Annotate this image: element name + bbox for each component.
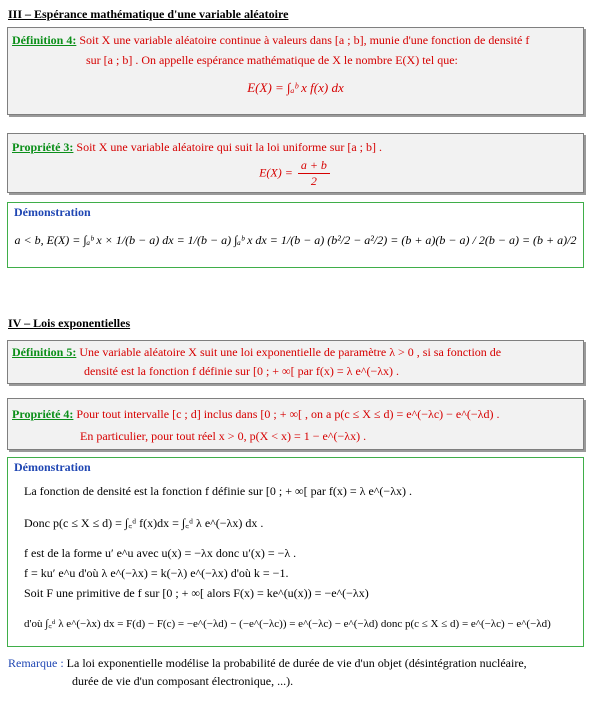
propriete-4-text2: En particulier, pour tout réel x > 0, p(X < x) = 1 − e^(−λx) . xyxy=(80,429,367,443)
propriete-3-formula-lhs: E(X) = xyxy=(259,165,293,180)
propriete-4-box xyxy=(7,398,584,450)
section-title-esperance: III – Espérance mathématique d'une variable aléatoire xyxy=(8,7,289,21)
propriete-3-label: Propriété 3: xyxy=(12,140,74,154)
demonstration-1-label: Démonstration xyxy=(14,205,91,219)
propriete-3-denominator: 2 xyxy=(310,174,317,188)
propriete-3-fraction xyxy=(298,158,330,189)
definition-4-label: Définition 4: xyxy=(12,33,77,47)
demonstration-2-box xyxy=(7,457,584,647)
definition-5-text1: Une variable aléatoire X suit une loi exponentielle de paramètre λ > 0 , si sa fonction de xyxy=(76,345,502,359)
demonstration-1-formula: a < b, E(X) = ∫ₐᵇ x × 1/(b − a) dx = 1/(b − a) ∫ₐᵇ x dx = 1/(b − a) (b²/2 − a²/2) = (b + a)(b − a) / 2(b − a) = (b + a)/2 xyxy=(14,233,577,247)
propriete-4-label: Propriété 4: xyxy=(12,407,74,421)
remark-line1 xyxy=(8,656,527,671)
definition-4-formula: E(X) = ∫ₐᵇ x f(x) dx xyxy=(247,80,344,95)
demonstration-2-line3: f est de la forme u′ e^u avec u(x) = −λx donc u′(x) = −λ . xyxy=(24,546,297,560)
demonstration-2-line5: Soit F une primitive de f sur [0 ; + ∞[ alors F(x) = ke^(u(x)) = −e^(−λx) xyxy=(24,586,369,600)
definition-5-box xyxy=(7,340,584,384)
propriete-3-formula xyxy=(8,158,583,189)
definition-5-line1 xyxy=(12,345,501,360)
demonstration-2-line4: f = ku′ e^u d'où λ e^(−λx) = k(−λ) e^(−λx) d'où k = −1. xyxy=(24,566,289,580)
definition-4-box xyxy=(7,27,584,115)
propriete-3-numerator: a + b xyxy=(298,158,330,174)
propriete-3-box xyxy=(7,133,584,193)
demonstration-2-line6: d'où ∫꜀ᵈ λ e^(−λx) dx = F(d) − F(c) = −e^(−λd) − (−e^(−λc)) = e^(−λc) − e^(−λd) donc p(c ≤ X ≤ d) = e^(−λc) − e^(−λd) xyxy=(24,618,551,630)
propriete-4-text1: Pour tout intervalle [c ; d] inclus dans [0 ; + ∞[ , on a p(c ≤ X ≤ d) = e^(−λc) − e^(−λd) . xyxy=(73,407,500,421)
remark-text2: durée de vie d'un composant électronique, ...). xyxy=(72,674,294,688)
demonstration-2-line1: La fonction de densité est la fonction f définie sur [0 ; + ∞[ par f(x) = λ e^(−λx) . xyxy=(24,484,413,498)
definition-5-label: Définition 5: xyxy=(12,345,77,359)
propriete-3-line xyxy=(12,140,382,155)
demonstration-1-box xyxy=(7,202,584,268)
definition-5-text2: densité est la fonction f définie sur [0 ; + ∞[ par f(x) = λ e^(−λx) . xyxy=(84,364,400,378)
definition-4-line1 xyxy=(12,33,529,48)
demonstration-2-line2: Donc p(c ≤ X ≤ d) = ∫꜀ᵈ f(x)dx = ∫꜀ᵈ λ e^(−λx) dx . xyxy=(24,516,264,530)
demonstration-2-label: Démonstration xyxy=(14,460,91,474)
remark-text1: La loi exponentielle modélise la probabilité de durée de vie d'un objet (désintégration nucléaire, xyxy=(63,656,527,670)
propriete-3-text: Soit X une variable aléatoire qui suit la loi uniforme sur [a ; b] . xyxy=(73,140,383,154)
definition-4-text1: Soit X une variable aléatoire continue à valeurs dans [a ; b], munie d'une fonction de densité f xyxy=(76,33,530,47)
definition-4-text2: sur [a ; b] . On appelle espérance mathématique de X le nombre E(X) tel que: xyxy=(86,53,458,67)
remark-label: Remarque : xyxy=(8,656,64,670)
section-title-lois-exponentielles: IV – Lois exponentielles xyxy=(8,316,131,330)
propriete-4-line1 xyxy=(12,407,499,422)
